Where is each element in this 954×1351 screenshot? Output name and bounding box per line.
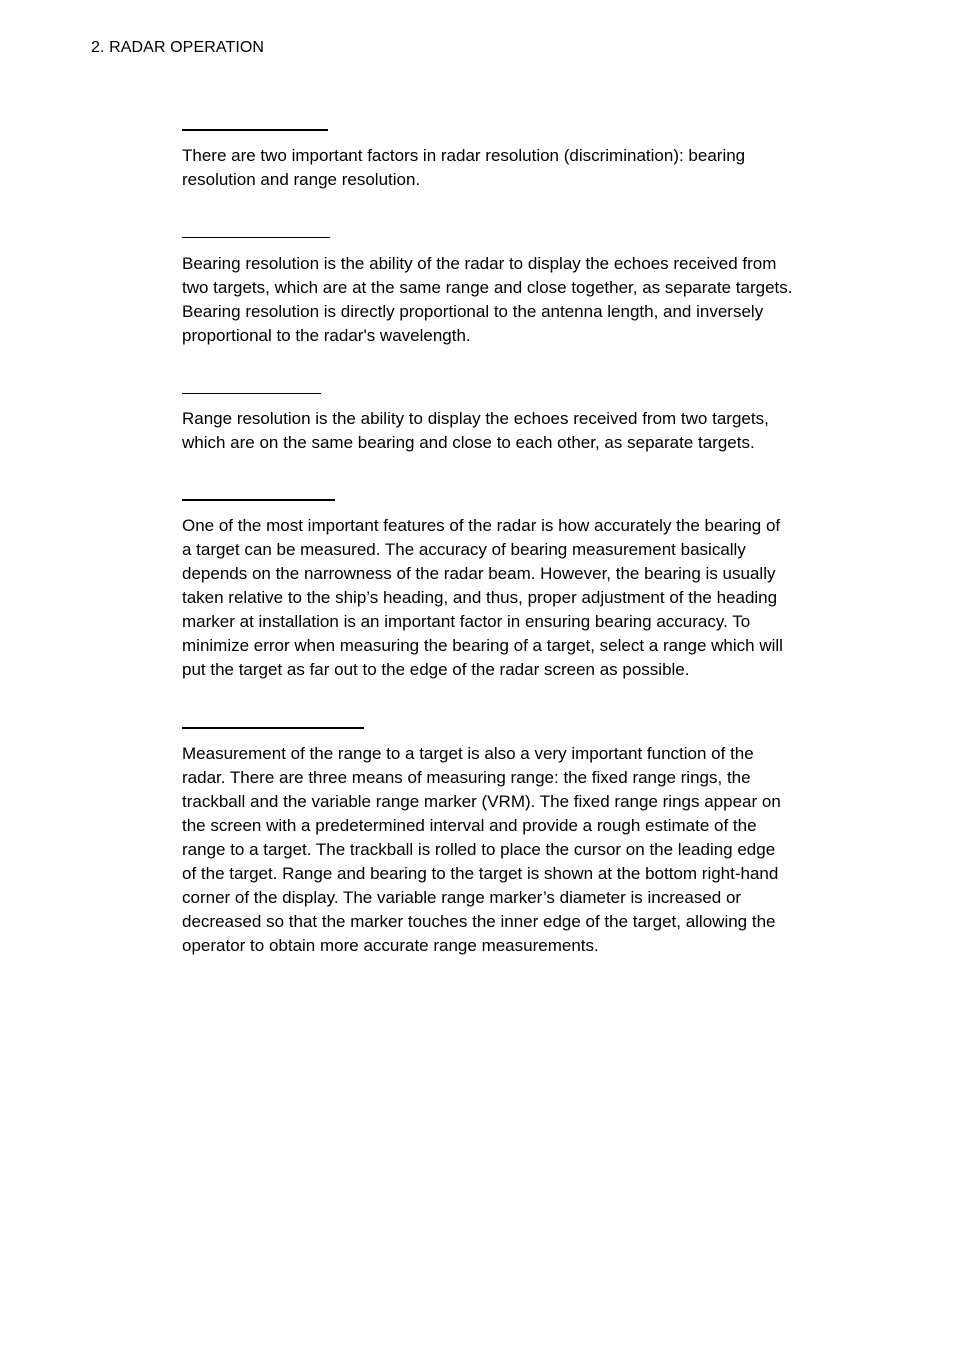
section-heading-rule: [182, 393, 321, 394]
section-heading-rule: [182, 129, 328, 131]
section-heading-rule: [182, 237, 330, 238]
section-range-resolution: [182, 393, 862, 455]
section-radar-resolution: [182, 129, 862, 192]
section-paragraph: Measurement of the range to a target is also a very important function of the radar. There are three means of measuring range: the fixed range rings, the trackball and the variable range marker (VRM). The fixed range rings appear on the screen with a predetermined interval and provide a rough estimate of the range to a target. The trackball is rolled to place the cursor on the leading edge of the target. Range and bearing to the target is shown at the bottom right-hand corner of the display. The variable range marker’s diameter is increased or decreased so that the marker touches the inner edge of the target, allowing the operator to obtain more accurate range measurements.: [182, 744, 781, 955]
section-paragraph: Range resolution is the ability to display the echoes received from two targets, which are on the same bearing and close to each other, as separate targets.: [182, 409, 769, 452]
section-paragraph: Bearing resolution is the ability of the radar to display the echoes received from two targets, which are at the same range and close together, as separate targets. Bearing resolution is directly proportional to the antenna length, and inversely proportional to the radar's wavelength.: [182, 254, 793, 345]
section-paragraph: One of the most important features of the radar is how accurately the bearing of a target can be measured. The accuracy of bearing measurement basically depends on the narrowness of the radar beam. However, the bearing is usually taken relative to the ship’s heading, and thus, proper adjustment of the heading marker at installation is an important factor in ensuring bearing accuracy. To minimize error when measuring the bearing of a target, select a range which will put the target as far out to the edge of the radar screen as possible.: [182, 516, 783, 679]
section-bearing-resolution: [182, 237, 862, 348]
page-header-chapter: 2. RADAR OPERATION: [91, 39, 265, 56]
section-range-measurement: [182, 727, 862, 958]
section-heading-rule: [182, 499, 335, 501]
section-paragraph: There are two important factors in radar resolution (discrimination): bearing resolution and range resolution.: [182, 146, 746, 189]
section-bearing-accuracy: [182, 499, 862, 682]
section-heading-rule: [182, 727, 364, 729]
